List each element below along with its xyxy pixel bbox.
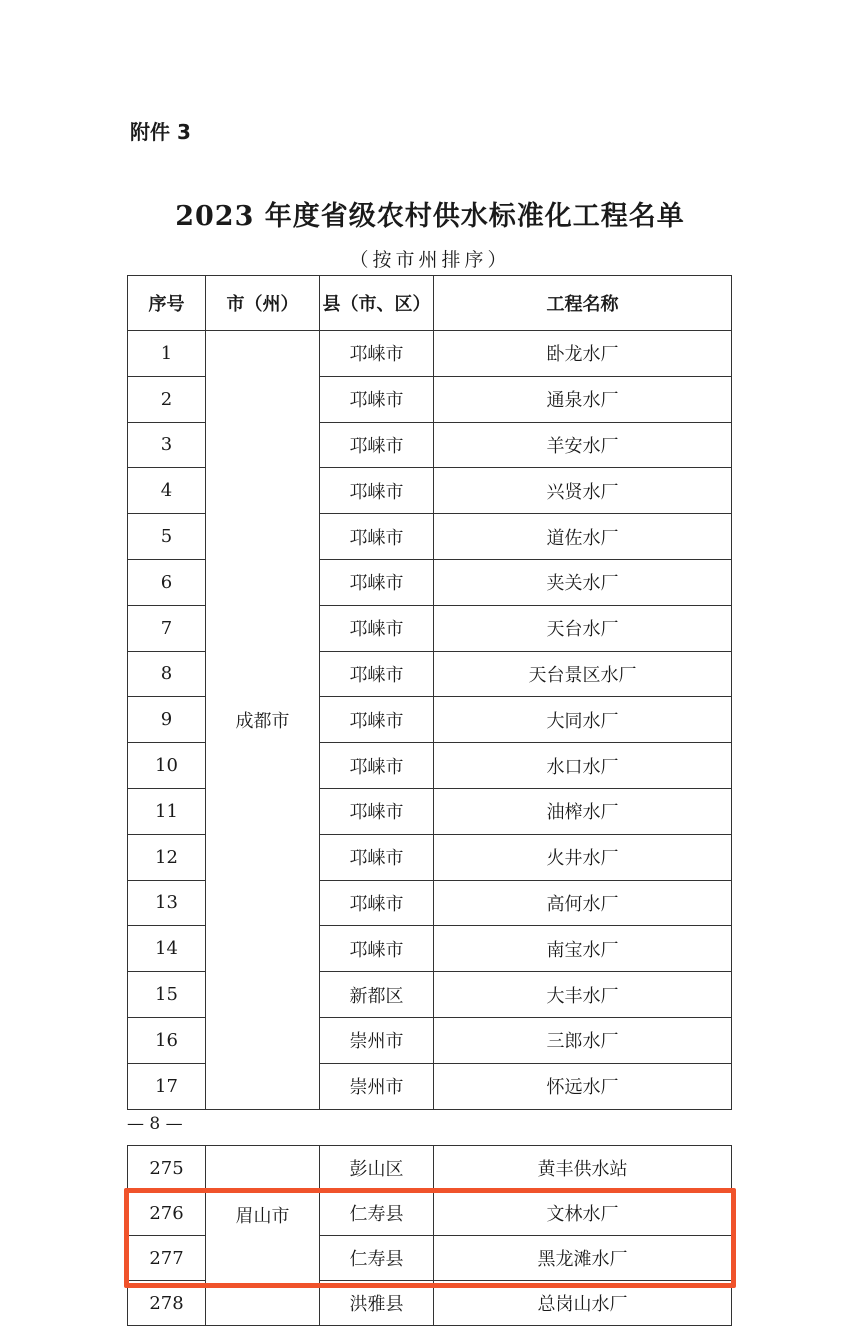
project-name-cell: 三郎水厂 xyxy=(434,1017,732,1063)
county-cell: 崇州市 xyxy=(320,1017,434,1063)
county-cell: 仁寿县 xyxy=(320,1191,434,1236)
county-cell: 邛崃市 xyxy=(320,697,434,743)
row-index: 9 xyxy=(128,697,206,743)
county-cell: 邛崃市 xyxy=(320,559,434,605)
county-cell: 邛崃市 xyxy=(320,331,434,377)
row-index: 3 xyxy=(128,422,206,468)
project-name-cell: 天台水厂 xyxy=(434,605,732,651)
project-name-cell: 通泉水厂 xyxy=(434,376,732,422)
row-index: 8 xyxy=(128,651,206,697)
project-name-cell: 大同水厂 xyxy=(434,697,732,743)
row-index: 17 xyxy=(128,1063,206,1109)
row-index: 275 xyxy=(128,1146,206,1191)
header-project-name: 工程名称 xyxy=(434,276,732,331)
row-index: 276 xyxy=(128,1191,206,1236)
row-index: 278 xyxy=(128,1281,206,1326)
row-index: 5 xyxy=(128,514,206,560)
row-index: 10 xyxy=(128,743,206,789)
table-row xyxy=(128,331,732,377)
county-cell: 邛崃市 xyxy=(320,926,434,972)
row-index: 277 xyxy=(128,1236,206,1281)
table-header-row xyxy=(128,276,732,331)
project-name-cell: 大丰水厂 xyxy=(434,972,732,1018)
document-subtitle: （按市州排序） xyxy=(349,249,511,271)
county-cell: 彭山区 xyxy=(320,1146,434,1191)
row-index: 13 xyxy=(128,880,206,926)
county-cell: 邛崃市 xyxy=(320,743,434,789)
project-name-cell: 南宝水厂 xyxy=(434,926,732,972)
project-name-cell: 黑龙滩水厂 xyxy=(434,1236,732,1281)
project-table-page-1 xyxy=(127,275,732,1110)
project-name-cell: 道佐水厂 xyxy=(434,514,732,560)
county-cell: 邛崃市 xyxy=(320,422,434,468)
county-cell: 崇州市 xyxy=(320,1063,434,1109)
row-index: 11 xyxy=(128,788,206,834)
header-index: 序号 xyxy=(128,276,206,331)
project-name-cell: 总岗山水厂 xyxy=(434,1281,732,1326)
project-name-cell: 天台景区水厂 xyxy=(434,651,732,697)
attachment-label: 附件 3 xyxy=(130,120,191,144)
county-cell: 洪雅县 xyxy=(320,1281,434,1326)
row-index: 12 xyxy=(128,834,206,880)
project-name-cell: 高何水厂 xyxy=(434,880,732,926)
county-cell: 邛崃市 xyxy=(320,605,434,651)
row-index: 1 xyxy=(128,331,206,377)
project-name-cell: 兴贤水厂 xyxy=(434,468,732,514)
county-cell: 邛崃市 xyxy=(320,514,434,560)
row-index: 14 xyxy=(128,926,206,972)
row-index: 2 xyxy=(128,376,206,422)
county-cell: 邛崃市 xyxy=(320,651,434,697)
table-row xyxy=(128,1146,732,1191)
row-index: 16 xyxy=(128,1017,206,1063)
row-index: 6 xyxy=(128,559,206,605)
county-cell: 邛崃市 xyxy=(320,788,434,834)
county-cell: 邛崃市 xyxy=(320,468,434,514)
project-name-cell: 夹关水厂 xyxy=(434,559,732,605)
county-cell: 仁寿县 xyxy=(320,1236,434,1281)
project-name-cell: 怀远水厂 xyxy=(434,1063,732,1109)
project-name-cell: 水口水厂 xyxy=(434,743,732,789)
header-county: 县（市、区） xyxy=(320,276,434,331)
county-cell: 邛崃市 xyxy=(320,376,434,422)
project-table-page-2 xyxy=(127,1145,732,1326)
row-index: 4 xyxy=(128,468,206,514)
document-title: 2023 年度省级农村供水标准化工程名单 xyxy=(175,201,685,232)
county-cell: 邛崃市 xyxy=(320,834,434,880)
city-cell: 成都市 xyxy=(206,331,320,1110)
row-index: 15 xyxy=(128,972,206,1018)
project-name-cell: 卧龙水厂 xyxy=(434,331,732,377)
project-name-cell: 羊安水厂 xyxy=(434,422,732,468)
page-number: — 8 — xyxy=(127,1114,183,1134)
county-cell: 新都区 xyxy=(320,972,434,1018)
project-name-cell: 文林水厂 xyxy=(434,1191,732,1236)
city-cell: 眉山市 xyxy=(206,1146,320,1326)
county-cell: 邛崃市 xyxy=(320,880,434,926)
project-name-cell: 火井水厂 xyxy=(434,834,732,880)
row-index: 7 xyxy=(128,605,206,651)
header-city: 市（州） xyxy=(206,276,320,331)
project-name-cell: 黄丰供水站 xyxy=(434,1146,732,1191)
project-name-cell: 油榨水厂 xyxy=(434,788,732,834)
